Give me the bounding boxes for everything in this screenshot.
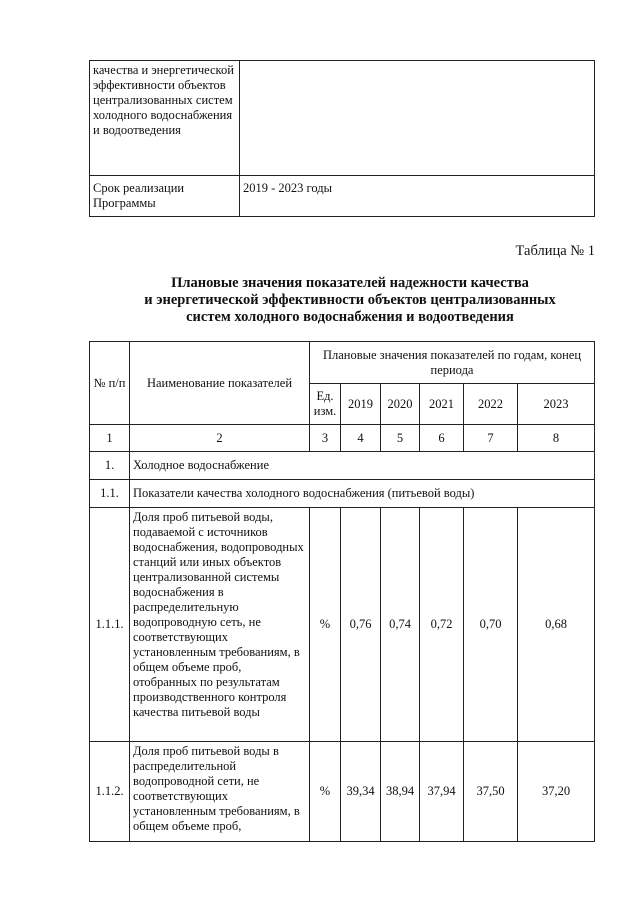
header-year: 2020	[381, 384, 420, 425]
row-value: 0,76	[341, 508, 381, 742]
row-value: 0,70	[464, 508, 518, 742]
column-numbers-row	[90, 425, 595, 452]
table-row	[90, 742, 595, 842]
info-label: качества и энергетической эффективности объектов централизованных систем холодного водоснабжения и водоотведения	[90, 61, 240, 176]
row-value: 0,72	[420, 508, 464, 742]
row-unit: %	[310, 508, 341, 742]
header-year: 2021	[420, 384, 464, 425]
row-name: Доля проб питьевой воды в распределительной водопроводной сети, не соответствующих установленным требованиям, в общем объеме проб,	[130, 742, 310, 842]
row-value: 37,50	[464, 742, 518, 842]
section-label: Показатели качества холодного водоснабжения (питьевой воды)	[130, 480, 595, 508]
header-group: Плановые значения показателей по годам, конец периода	[310, 342, 595, 384]
col-number: 4	[341, 425, 381, 452]
table-row	[90, 176, 595, 217]
row-unit: %	[310, 742, 341, 842]
header-name: Наименование показателей	[130, 342, 310, 425]
col-number: 7	[464, 425, 518, 452]
title-line: Плановые значения показателей надежности качества	[171, 275, 529, 291]
info-value: 2019 - 2023 годы	[240, 176, 595, 217]
program-info-table	[89, 60, 595, 217]
header-year: 2022	[464, 384, 518, 425]
row-value: 37,20	[518, 742, 595, 842]
table-row	[90, 61, 595, 176]
row-value: 0,68	[518, 508, 595, 742]
row-name: Доля проб питьевой воды, подаваемой с источников водоснабжения, водопроводных станций или иных объектов централизованной системы водоснабжения в распределительную водопроводную сеть, не соответствующих установленным требованиям, в общем объеме проб, отобранных по результатам производственного контроля качества питьевой воды	[130, 508, 310, 742]
col-number: 8	[518, 425, 595, 452]
col-number: 2	[130, 425, 310, 452]
header-year: 2023	[518, 384, 595, 425]
section-num: 1.	[90, 452, 130, 480]
info-value	[240, 61, 595, 176]
row-value: 37,94	[420, 742, 464, 842]
section-label: Холодное водоснабжение	[130, 452, 595, 480]
header-year: 2019	[341, 384, 381, 425]
row-num: 1.1.1.	[90, 508, 130, 742]
section-row	[90, 480, 595, 508]
info-label: Срок реализации Программы	[90, 176, 240, 217]
section-num: 1.1.	[90, 480, 130, 508]
header-row	[90, 342, 595, 384]
table-row	[90, 508, 595, 742]
table-number-label: Таблица № 1	[515, 243, 595, 259]
header-num: № п/п	[90, 342, 130, 425]
table-title	[100, 275, 600, 326]
col-number: 1	[90, 425, 130, 452]
section-row	[90, 452, 595, 480]
row-value: 38,94	[381, 742, 420, 842]
row-value: 0,74	[381, 508, 420, 742]
title-line: и энергетической эффективности объектов централизованных	[144, 292, 556, 308]
col-number: 6	[420, 425, 464, 452]
col-number: 3	[310, 425, 341, 452]
row-value: 39,34	[341, 742, 381, 842]
indicators-table	[89, 341, 595, 842]
title-line: систем холодного водоснабжения и водоотведения	[186, 309, 514, 325]
header-unit: Ед. изм.	[310, 384, 341, 425]
row-num: 1.1.2.	[90, 742, 130, 842]
col-number: 5	[381, 425, 420, 452]
